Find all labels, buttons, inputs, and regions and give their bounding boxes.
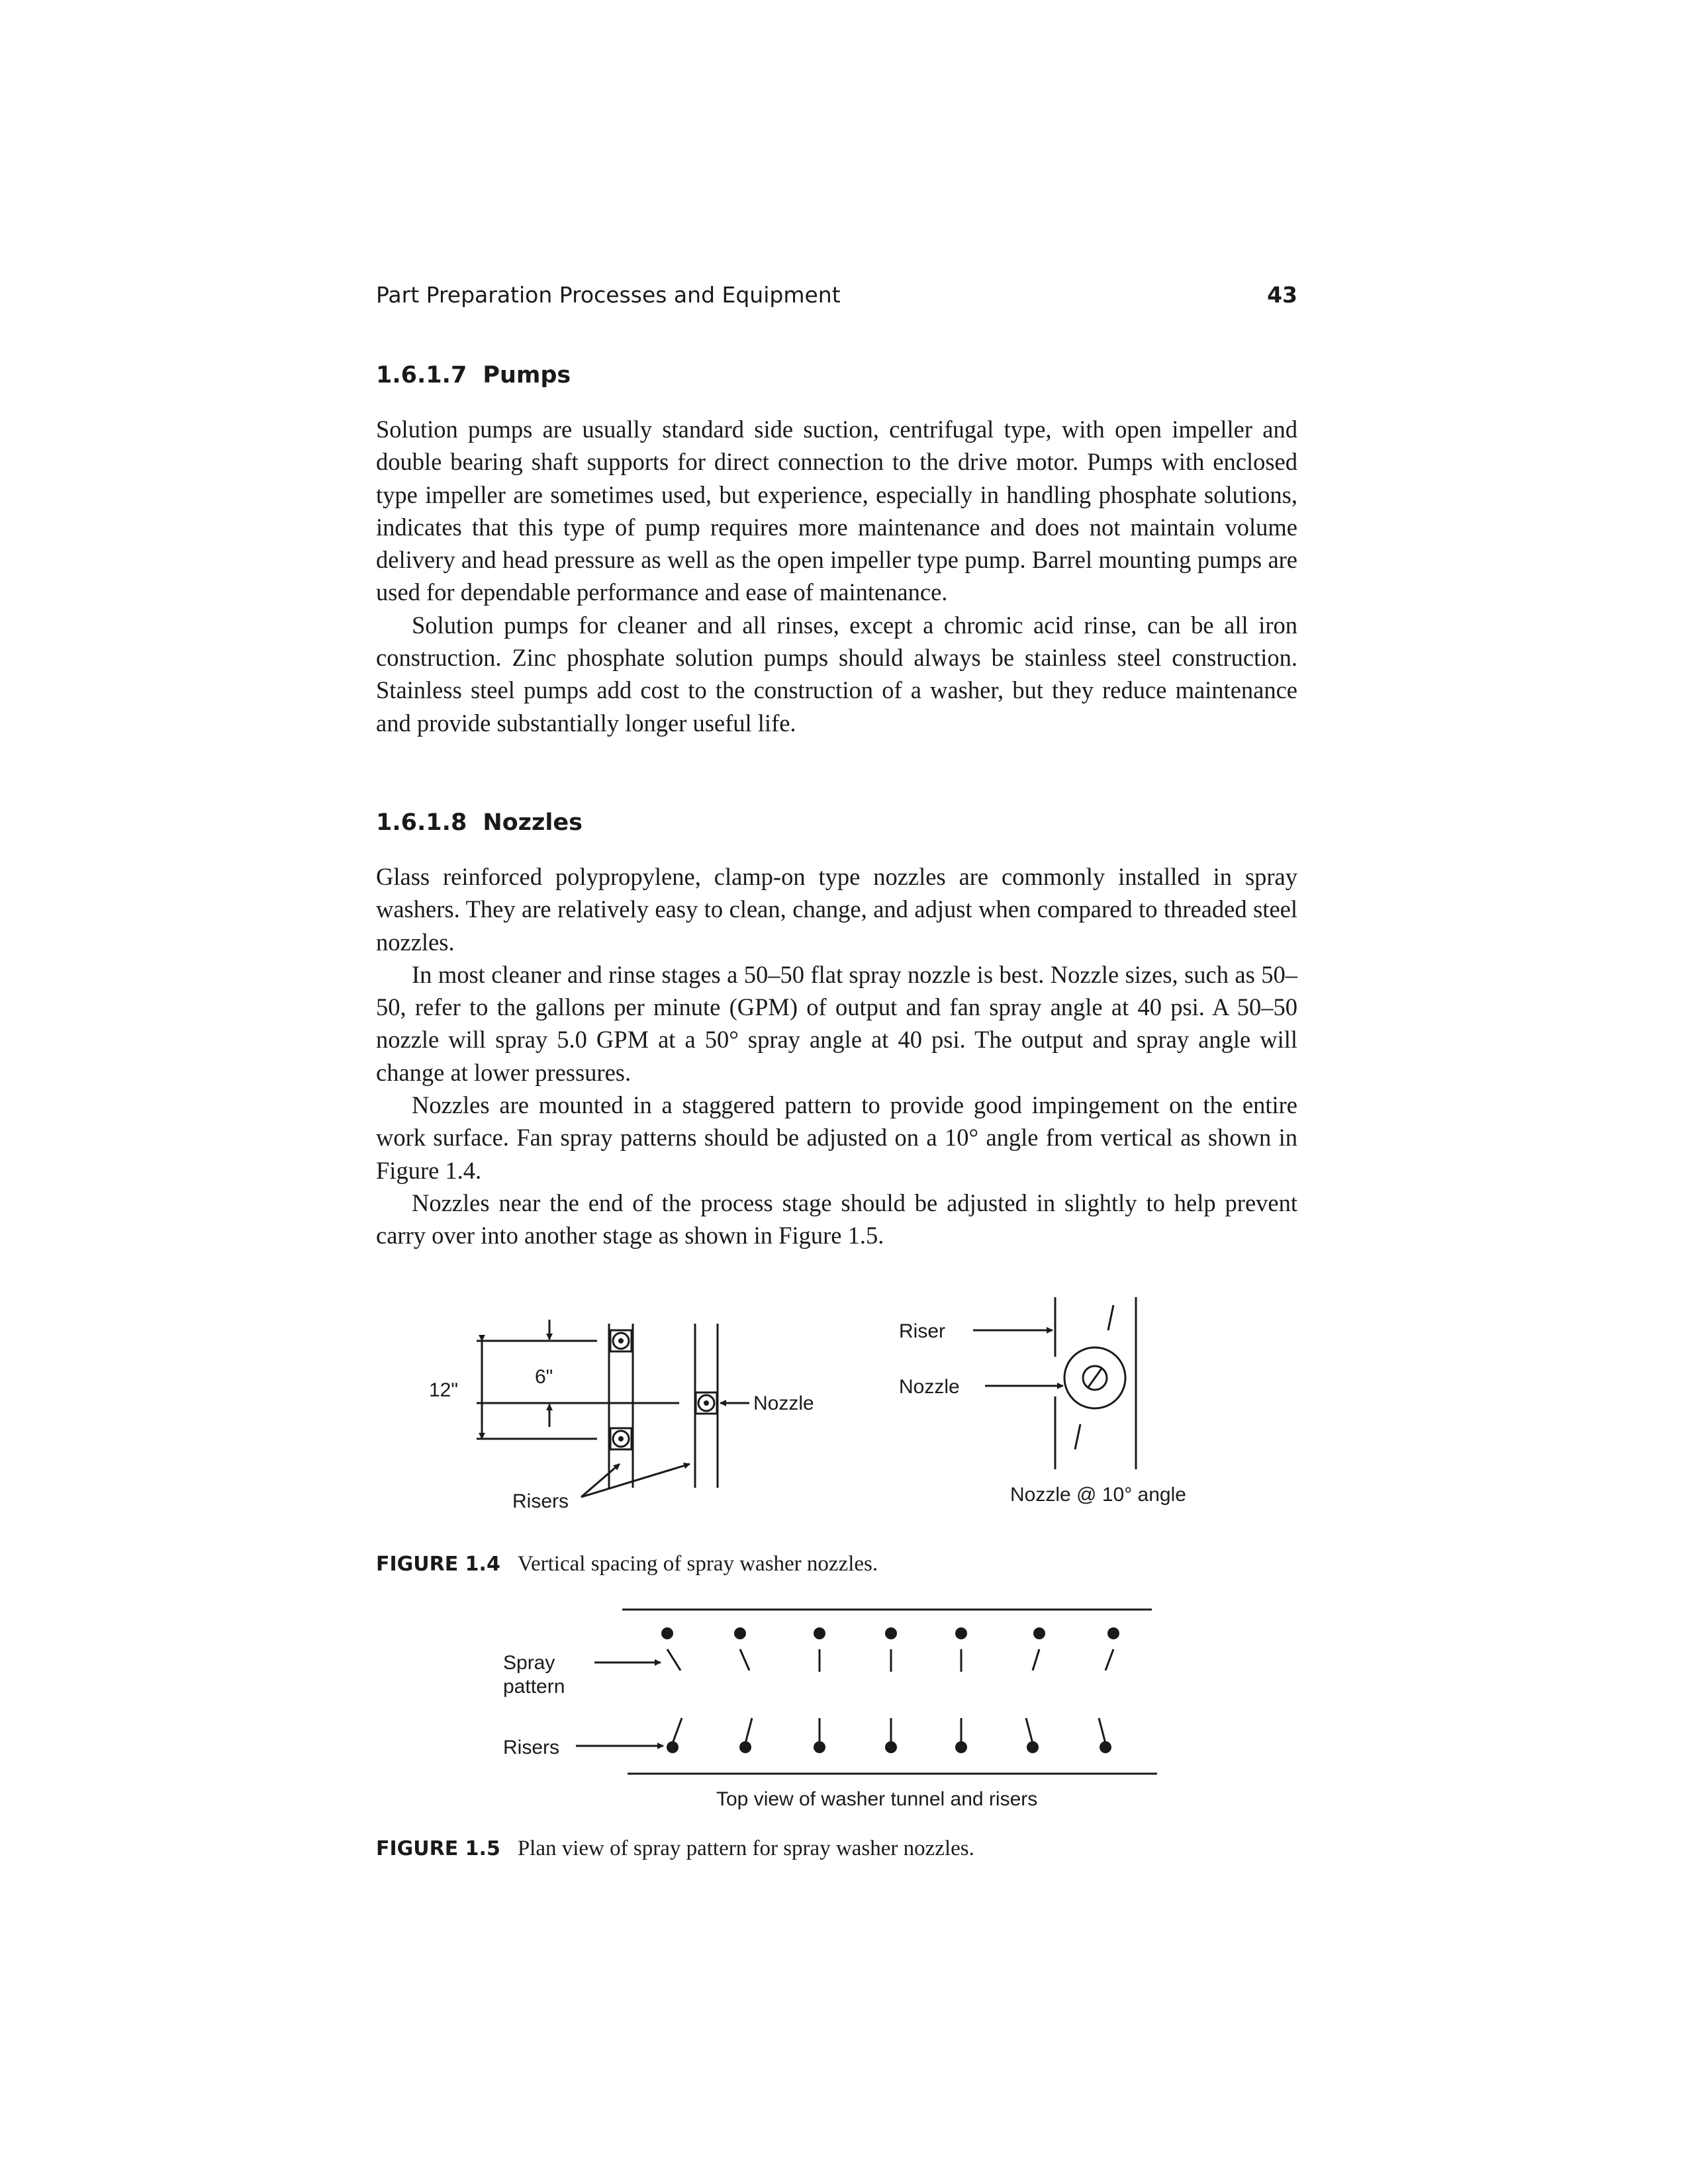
nozzle-stem (745, 1718, 752, 1743)
section-heading-nozzles (376, 806, 583, 839)
riser-dot (1027, 1741, 1039, 1753)
figure-1-4-left-diagram (424, 1310, 834, 1522)
nozzle-label: Nozzle (899, 1376, 960, 1398)
paragraph: Nozzles near the end of the process stage should be adjusted in slightly to help prevent carry over into another stage as shown in Figure 1.5. (376, 1189, 1297, 1250)
nozzle-dot (704, 1400, 709, 1406)
risers-label: Risers (512, 1490, 569, 1512)
section-body-nozzles (376, 860, 1297, 1252)
riser-label: Riser (899, 1320, 946, 1342)
riser-dot (1107, 1627, 1119, 1639)
riser-dot (734, 1627, 746, 1639)
nozzle-stem (673, 1718, 682, 1743)
nozzle-dot (618, 1338, 624, 1343)
figure-1-5-diagram (490, 1588, 1178, 1827)
spray-line (1105, 1649, 1113, 1670)
risers-label: Risers (503, 1737, 560, 1758)
section-number: 1.6.1.7 (376, 362, 467, 388)
riser-dot (955, 1627, 967, 1639)
nozzle-label: Nozzle (753, 1392, 814, 1414)
riser-dot (1033, 1627, 1045, 1639)
riser-dot (667, 1741, 679, 1753)
figure-1-4-right-diagram (887, 1291, 1205, 1516)
riser-dot (814, 1741, 825, 1753)
paragraph: Solution pumps for cleaner and all rinses, except a chromic acid rinse, can be all iron construction. Zinc phosphate solution pumps should always be stainless steel construction. Stainless steel pumps add cost to the construction of a washer, but they reduce maintenance and provide substantially longer useful life. (376, 611, 1297, 737)
dimension-label-6: 6" (535, 1366, 553, 1388)
riser-dot (955, 1741, 967, 1753)
nozzle-dot (618, 1436, 624, 1441)
riser-dot (885, 1741, 897, 1753)
figure-label: FIGURE 1.5 (376, 1837, 500, 1860)
section-number: 1.6.1.8 (376, 809, 467, 836)
spray-line (740, 1649, 749, 1670)
bottom-label: Top view of washer tunnel and risers (716, 1788, 1038, 1810)
paragraph: Glass reinforced polypropylene, clamp-on type nozzles are commonly installed in spray washers. They are relatively easy to clean, change, and adjust when compared to threaded steel nozzles. (376, 863, 1297, 956)
spray-label: Spray (503, 1652, 555, 1674)
riser-dot (1100, 1741, 1111, 1753)
paragraph: Nozzles are mounted in a staggered pattern to provide good impingement on the entire work surface. Fan spray patterns should be adjusted on a 10° angle from vertical as shown in Figure 1.4. (376, 1091, 1297, 1184)
riser-dot (739, 1741, 751, 1753)
figure-label: FIGURE 1.4 (376, 1553, 500, 1576)
running-head-title: Part Preparation Processes and Equipment (376, 282, 841, 308)
nozzle-stem (1099, 1718, 1105, 1743)
paragraph: In most cleaner and rinse stages a 50–50 flat spray nozzle is best. Nozzle sizes, such as 50–50, refer to the gallons per minute (GPM) of output and fan spray angle at 40 psi. A 50–50 nozzle will spray 5.0 GPM at a 50° spray angle at 40 psi. The output and spray angle will change at lower pressures. (376, 960, 1297, 1086)
dimension-label-12: 12" (429, 1379, 459, 1401)
figure-1-4-caption (376, 1549, 878, 1580)
figure-caption-text: Vertical spacing of spray washer nozzles. (517, 1552, 878, 1576)
section-heading-pumps (376, 359, 571, 392)
figure-1-5-caption (376, 1833, 974, 1864)
spray-angle-line (1108, 1305, 1113, 1330)
section-title: Pumps (483, 362, 571, 388)
page-number: 43 (1267, 282, 1297, 308)
nozzle-stem (1026, 1718, 1033, 1743)
figure-caption-text: Plan view of spray pattern for spray washer nozzles. (517, 1837, 974, 1860)
paragraph: Solution pumps are usually standard side suction, centrifugal type, with open impeller and double bearing shaft supports for direct connection to the drive motor. Pumps with enclosed type impeller are sometimes used, but experience, especially in handling phosphate solutions, indicates that this type of pump requires more maintenance and does not maintain volume delivery and head pressure as well as the open impeller type pump. Barrel mounting pumps are used for dependable performance and ease of maintenance. (376, 416, 1297, 606)
section-body-pumps (376, 413, 1297, 739)
riser-dot (661, 1627, 673, 1639)
nozzle-slot (1088, 1369, 1102, 1387)
pattern-label: pattern (503, 1676, 565, 1698)
running-head (376, 277, 1297, 314)
spray-line (1033, 1649, 1039, 1670)
riser-dot (885, 1627, 897, 1639)
spray-angle-line (1075, 1424, 1080, 1449)
risers-pointer-arrow (581, 1464, 690, 1497)
angle-label: Nozzle @ 10° angle (1010, 1484, 1186, 1506)
spray-line (667, 1649, 680, 1670)
riser-dot (814, 1627, 825, 1639)
section-title: Nozzles (483, 809, 583, 836)
